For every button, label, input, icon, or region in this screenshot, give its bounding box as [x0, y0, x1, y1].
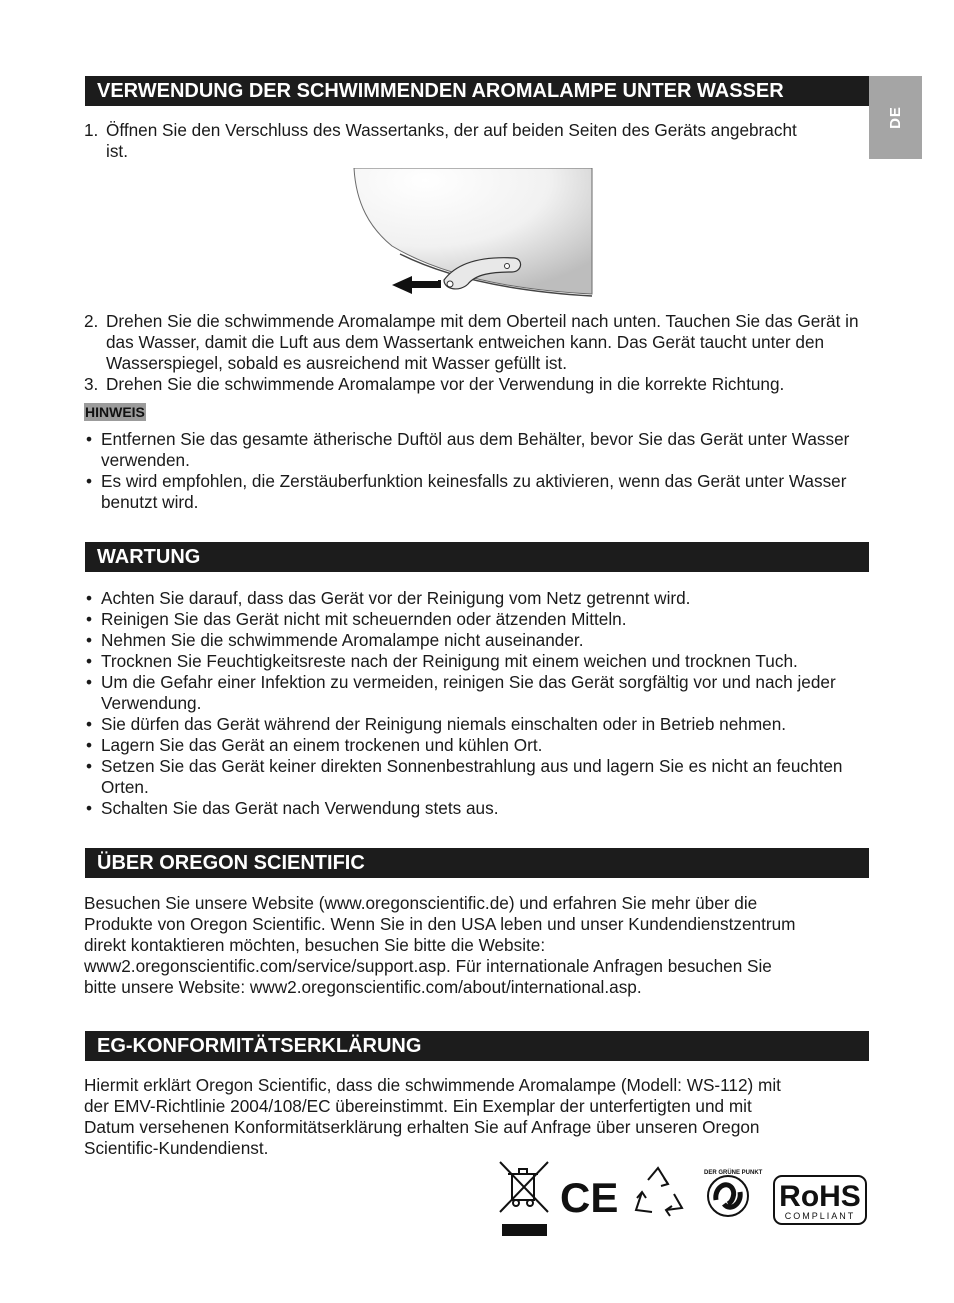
certification-logos: [496, 1160, 876, 1240]
ce-mark-icon: [560, 1174, 618, 1221]
note-item: • Es wird empfohlen, die Zerstäuberfunktion keinesfalls zu aktivieren, wenn das Gerät unter Wasser benutzt wird.: [86, 471, 847, 512]
conformity-line: Datum versehenen Konformitätserklärung erhalten Sie auf Anfrage über unseren Oregon: [84, 1117, 760, 1137]
rohs-sub-label: COMPLIANT: [784, 1211, 856, 1221]
rohs-label: RoHS: [779, 1180, 861, 1213]
maintenance-item: • Schalten Sie das Gerät nach Verwendung stets aus.: [86, 798, 499, 818]
step-1-text: Öffnen Sie den Verschluss des Wassertanks, der auf beiden Seiten des Geräts angebracht ist.: [106, 120, 797, 161]
conformity-line: Hiermit erklärt Oregon Scientific, dass die schwimmende Aromalampe (Modell: WS-112) mit: [84, 1075, 781, 1095]
about-paragraph: [84, 893, 894, 998]
maintenance-item: • Setzen Sie das Gerät keiner direkten Sonnenbestrahlung aus und lagern Sie es nicht an feuchten Orten.: [86, 756, 843, 797]
green-dot-icon: [704, 1169, 763, 1216]
section-heading-about: ÜBER OREGON SCIENTIFIC: [85, 848, 869, 878]
about-line: Besuchen Sie unsere Website (www.oregonscientific.de) und erfahren Sie mehr über die: [84, 893, 758, 913]
conformity-line: der EMV-Richtlinie 2004/108/EC übereinstimmt. Ein Exemplar der unterfertigten und mit: [84, 1096, 752, 1116]
maintenance-item: • Trocknen Sie Feuchtigkeitsreste nach der Reinigung mit einem weichen und trocknen Tuch.: [86, 651, 798, 671]
language-tab-label: DE: [887, 106, 904, 129]
section-heading-conformity: EG-KONFORMITÄTSERKLÄRUNG: [85, 1031, 869, 1061]
step-1: [84, 120, 894, 162]
note-list: [84, 429, 894, 513]
step-2-number: 2.: [84, 311, 99, 331]
note-label: HINWEIS: [85, 404, 145, 420]
conformity-paragraph: [84, 1075, 894, 1159]
conformity-line: Scientific-Kundendienst.: [84, 1138, 269, 1158]
maintenance-item: • Reinigen Sie das Gerät nicht mit scheuernden oder ätzenden Mitteln.: [86, 609, 627, 629]
maintenance-item: • Nehmen Sie die schwimmende Aromalampe nicht auseinander.: [86, 630, 584, 650]
step-1-number: 1.: [84, 120, 99, 140]
step-3-number: 3.: [84, 374, 99, 394]
maintenance-item: • Lagern Sie das Gerät an einem trockenen und kühlen Ort.: [86, 735, 543, 755]
about-line: www2.oregonscientific.com/service/support.asp. Für internationale Anfragen besuchen Sie: [84, 956, 772, 976]
step-2: [84, 311, 894, 374]
weee-bar: [502, 1224, 547, 1236]
section-heading-underwater: VERWENDUNG DER SCHWIMMENDEN AROMALAMPE UNTER WASSER: [85, 76, 869, 106]
maintenance-item: • Um die Gefahr einer Infektion zu vermeiden, reinigen Sie das Gerät sorgfältig vor und nach jeder Verwendung.: [86, 672, 836, 713]
green-dot-label: DER GRÜNE PUNKT: [704, 1170, 763, 1176]
crossed-out-bin-icon: [500, 1162, 548, 1212]
about-line: Produkte von Oregon Scientific. Wenn Sie in den USA leben und unser Kundendienstzentrum: [84, 914, 796, 934]
about-line: direkt kontaktieren möchten, besuchen Sie bitte die Website:: [84, 935, 546, 955]
maintenance-item: • Sie dürfen das Gerät während der Reinigung niemals einschalten oder in Betrieb nehmen.: [86, 714, 787, 734]
recycle-icon: [636, 1168, 682, 1216]
tank-cover-illustration: [352, 168, 594, 298]
about-line: bitte unsere Website: www2.oregonscientific.com/about/international.asp.: [84, 977, 642, 997]
step-3: [84, 374, 894, 395]
step-2-text: Drehen Sie die schwimmende Aromalampe mit dem Oberteil nach unten. Tauchen Sie das Gerät in das Wasser, damit die Luft aus dem Wassertank entweichen kann. Das Gerät taucht unter den Wasserspiegel, sobald es ausreichend mit Wasser gefüllt ist.: [106, 311, 859, 373]
maintenance-list: [84, 588, 894, 819]
note-item: • Entfernen Sie das gesamte ätherische Duftöl aus dem Behälter, bevor Sie das Gerät unter Wasser verwenden.: [86, 429, 850, 470]
svg-text:CE: CE: [560, 1174, 619, 1221]
rohs-badge: [774, 1176, 866, 1224]
section-heading-maintenance: WARTUNG: [85, 542, 869, 572]
step-3-text: Drehen Sie die schwimmende Aromalampe vor der Verwendung in die korrekte Richtung.: [106, 374, 785, 394]
maintenance-item: • Achten Sie darauf, dass das Gerät vor der Reinigung vom Netz getrennt wird.: [86, 588, 691, 608]
